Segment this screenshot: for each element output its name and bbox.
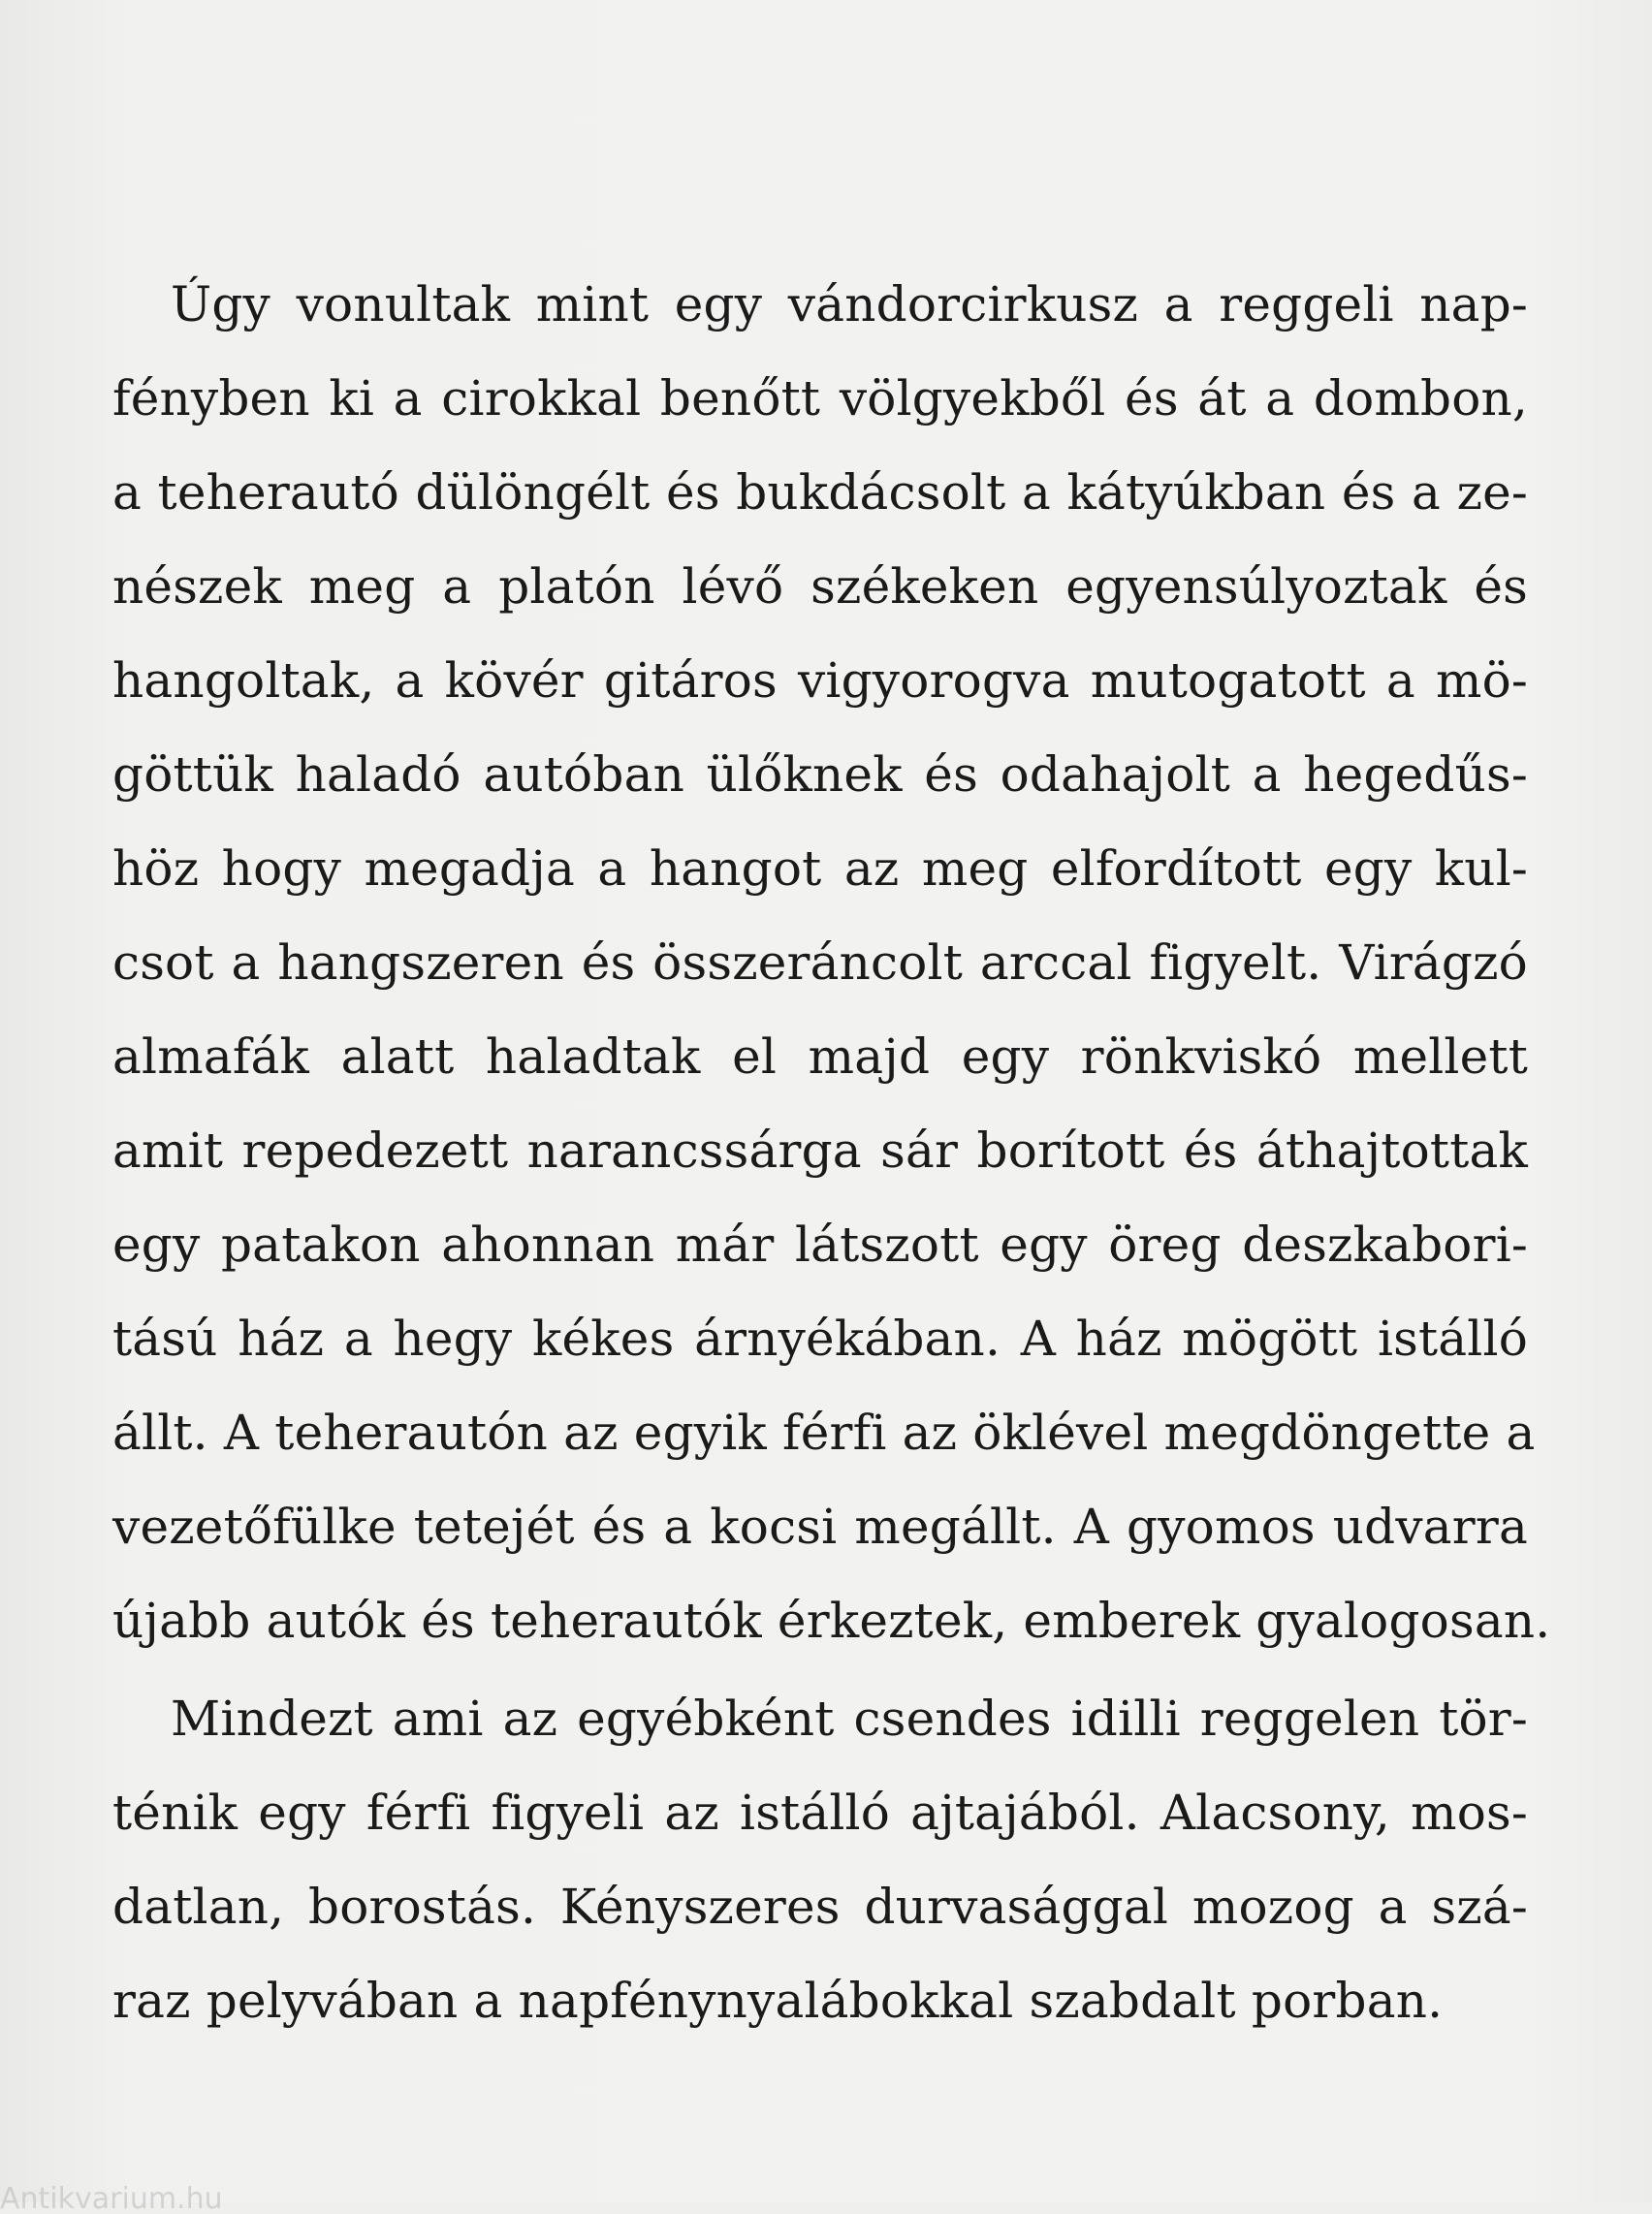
text-line: vezetőfülke tetejét és a kocsi megállt. A gyomos udvarra <box>112 1499 1528 1555</box>
text-line: amit repedezett narancssárga sár borított és áthajtottak <box>112 1123 1528 1179</box>
text-line: almafák alatt haladtak el majd egy rönkviskó mellett <box>112 1028 1528 1085</box>
body-text <box>112 258 1551 2048</box>
text-line: Mindezt ami az egyébként csendes idilli reggelen tör- <box>171 1691 1528 1747</box>
text-line: ténik egy férfi figyeli az istálló ajtajából. Alacsony, mos- <box>112 1785 1528 1841</box>
text-line: tású ház a hegy kékes árnyékában. A ház mögött istálló <box>112 1311 1528 1367</box>
text-line: hangoltak, a kövér gitáros vigyorogva mutogatott a mö- <box>112 652 1528 709</box>
text-line: a teherautó dülöngélt és bukdácsolt a kátyúkban és a ze- <box>112 464 1528 521</box>
text-line: göttük haladó autóban ülőknek és odahajolt a hegedűs- <box>112 746 1528 803</box>
text-line: csot a hangszeren és összeráncolt arccal figyelt. Virágzó <box>112 934 1528 991</box>
bleed-through-text <box>116 0 1512 252</box>
text-line: datlan, borostás. Kényszeres durvasággal mozog a szá- <box>112 1879 1528 1935</box>
text-line: nészek meg a platón lévő székeken egyensúlyoztak és <box>112 558 1528 615</box>
text-line: állt. A teherautón az egyik férfi az öklével megdöngette a <box>112 1405 1536 1461</box>
watermark: Antikvarium.hu <box>0 2185 223 2214</box>
text-line: höz hogy megadja a hangot az meg elfordított egy kul- <box>112 840 1528 897</box>
text-line: újabb autók és teherautók érkeztek, emberek gyalogosan. <box>112 1593 1551 1649</box>
text-line: raz pelyvában a napfénynyalábokkal szabdalt porban. <box>112 1973 1444 2029</box>
text-line: fényben ki a cirokkal benőtt völgyekből és át a dombon, <box>112 370 1528 427</box>
text-line: egy patakon ahonnan már látszott egy öreg deszkabori- <box>112 1217 1528 1273</box>
paragraph-2 <box>112 1672 1528 2048</box>
text-line: Úgy vonultak mint egy vándorcirkusz a reggeli nap- <box>171 276 1528 332</box>
paragraph-1 <box>112 258 1551 1668</box>
